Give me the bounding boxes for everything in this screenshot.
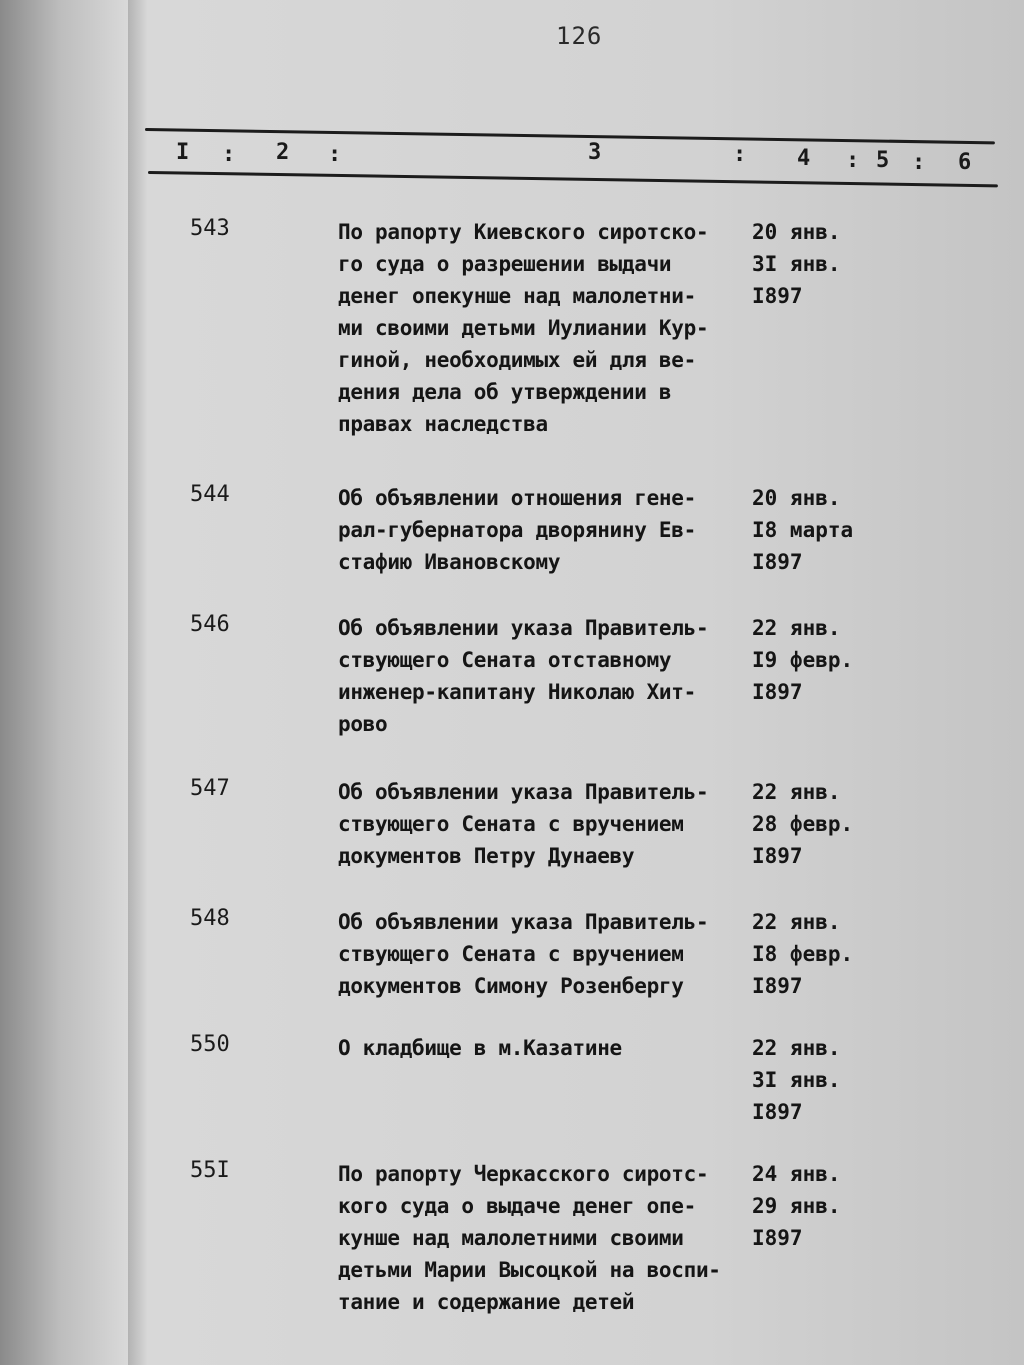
column-header-5: 5 (876, 148, 890, 173)
entry-number: 547 (190, 776, 230, 801)
entry-dates: 22 янв. I9 февр. I897 (752, 616, 854, 704)
entry-dates: 20 янв. I8 марта I897 (752, 486, 854, 574)
entry-description: Об объявлении указа Правитель- ствующего Сената с вручением документов Симону Розенбергу (338, 910, 709, 998)
entry-number: 544 (190, 482, 230, 507)
column-separator: : (846, 148, 860, 173)
entry-description: Об объявлении указа Правитель- ствующего Сената отставному инженер-капитану Николаю Хит- рово (338, 616, 709, 736)
entry-description: По рапорту Черкасского сиротс- кого суда о выдаче денег опе- кунше над малолетними своими детьми Марии Высоцкой на воспи- тание и содержание детей (338, 1162, 721, 1314)
entry-dates: 22 янв. 3I янв. I897 (752, 1036, 841, 1124)
entry-number: 543 (190, 216, 230, 241)
entry-dates: 20 янв. 3I янв. I897 (752, 220, 841, 308)
header-top-rule (145, 128, 995, 144)
column-separator: : (912, 150, 926, 175)
column-header-1: I (176, 140, 190, 165)
entry-description: Об объявлении указа Правитель- ствующего Сената с вручением документов Петру Дунаеву (338, 780, 709, 868)
entry-dates: 22 янв. I8 февр. I897 (752, 910, 854, 998)
entry-number: 546 (190, 612, 230, 637)
entry-dates: 24 янв. 29 янв. I897 (752, 1162, 841, 1250)
column-separator: : (328, 142, 342, 167)
entry-number: 550 (190, 1032, 230, 1057)
entry-description: О кладбище в м.Казатине (338, 1036, 622, 1060)
header-bottom-rule (148, 171, 998, 187)
column-header-3: 3 (588, 140, 602, 165)
entry-description: По рапорту Киевского сиротско- го суда о разрешении выдачи денег опекунше над малолетни- ми своими детьми Иулиании Кур- гиной, необходимых ей для ве- дения дела об утверждении в правах наследства (338, 220, 709, 436)
column-header-2: 2 (276, 140, 290, 165)
page-gutter-shadow (128, 0, 148, 1365)
entry-description: Об объявлении отношения гене- рал-губернатора дворянину Ев- стафию Ивановскому (338, 486, 696, 574)
column-separator: : (222, 142, 236, 167)
column-header-6: 6 (958, 150, 972, 175)
column-separator: : (733, 142, 747, 167)
column-header-4: 4 (797, 146, 811, 171)
entry-number: 55I (190, 1158, 230, 1183)
entry-dates: 22 янв. 28 февр. I897 (752, 780, 854, 868)
entry-number: 548 (190, 906, 230, 931)
page-number: 126 (556, 22, 603, 50)
